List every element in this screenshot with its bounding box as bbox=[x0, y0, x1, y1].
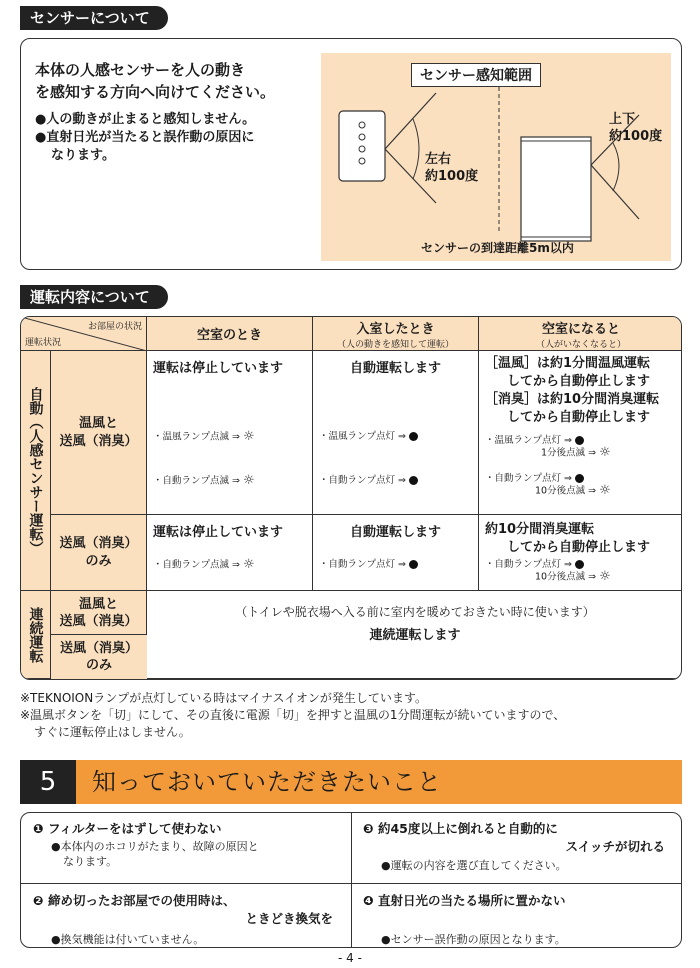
corner-cell: お部屋の状況 運転状況 bbox=[21, 317, 147, 351]
lamp-on-dot-icon bbox=[575, 474, 584, 483]
sensor-distance: センサーの到達距離5m以内 bbox=[421, 241, 574, 255]
ud-label: 上下 約100度 bbox=[609, 112, 663, 144]
auto-label-cell: 自動（人感センサー運転） bbox=[21, 351, 51, 591]
sun-blink-icon: ☼ bbox=[243, 557, 255, 572]
col-empty-header: 空室のとき bbox=[147, 317, 313, 351]
sun-blink-icon: ☼ bbox=[243, 429, 255, 444]
sensor-lead: 本体の人感センサーを人の動き を感知する方向へ向けてください。 bbox=[35, 61, 276, 101]
row3-label: 温風と 送風（消臭） bbox=[51, 591, 147, 635]
lamp-on-dot-icon bbox=[575, 560, 584, 569]
sensor-bullets: ●人の動きが止まると感知しません。 ●直射日光が当たると誤作動の原因に なります。 bbox=[35, 112, 256, 163]
section5-banner bbox=[20, 760, 682, 804]
row2-empty-cell: 運転は停止しています ・自動ランプ点滅 ⇒ ☼ bbox=[147, 515, 313, 591]
row1-enter-cell: 自動運転します ・温風ランプ点灯 ⇒ ・自動ランプ点灯 ⇒ bbox=[313, 351, 479, 515]
row2-enter-cell: 自動運転します ・自動ランプ点灯 ⇒ bbox=[313, 515, 479, 591]
sun-blink-icon: ☼ bbox=[243, 473, 255, 488]
page-number: - 4 - bbox=[338, 951, 362, 965]
operation-heading: 運転内容について bbox=[20, 285, 168, 309]
sensor-heading: センサーについて bbox=[20, 6, 168, 30]
tip-1: ❶ フィルターをはずして使わない ●本体内のホコリがたまり、故障の原因と なります。 bbox=[33, 821, 259, 868]
lamp-on-dot-icon bbox=[575, 436, 584, 445]
sensor-box bbox=[20, 38, 682, 270]
range-title: センサー感知範囲 bbox=[411, 63, 541, 87]
lr-label: 左右 約100度 bbox=[425, 152, 479, 184]
number-3-icon: ❸ bbox=[363, 821, 374, 836]
sun-blink-icon: ☼ bbox=[599, 483, 611, 498]
sun-blink-icon: ☼ bbox=[599, 445, 611, 460]
operation-table bbox=[21, 317, 682, 679]
tips-divider-h bbox=[21, 883, 682, 884]
lamp-on-dot-icon bbox=[409, 432, 418, 441]
section5-number: 5 bbox=[20, 760, 76, 804]
number-2-icon: ❷ bbox=[33, 893, 44, 908]
row1-empty-cell: 運転は停止しています ・温風ランプ点滅 ⇒ ☼ ・自動ランプ点滅 ⇒ ☼ bbox=[147, 351, 313, 515]
tip-3: ❸ 約45度以上に倒れると自動的に スイッチが切れる ●運転の内容を選び直してください。 bbox=[363, 821, 665, 872]
notes: ※TEKNOIONランプが点灯している時はマイナスイオンが発生しています。 ※温風ボタンを「切」にして、その直後に電源「切」を押すと温風の1分間運転が続いていますので、 すぐに運転停止はしません。 bbox=[20, 691, 566, 739]
row1-label: 温風と 送風（消臭） bbox=[51, 351, 147, 515]
number-4-icon: ❹ bbox=[363, 893, 374, 908]
lr-angle-arc bbox=[413, 119, 419, 179]
col-enter-header: 入室したとき （人の動きを感知して運転） bbox=[313, 317, 479, 351]
sensor-range-diagram bbox=[321, 53, 671, 261]
row4-label: 送風（消臭） のみ bbox=[51, 635, 147, 679]
col-leave-header: 空室になると （人がいなくなると） bbox=[479, 317, 682, 351]
row1-leave-cell: ［温風］は約1分間温風運転 してから自動停止します ［消臭］は約10分間消臭運転 してから自動停止します ・温風ランプ点灯 ⇒ 1分後点滅 ⇒ ☼ ・自動ランプ点灯 ⇒ 10分後点滅 ⇒ ☼ bbox=[479, 351, 682, 515]
number-1-icon: ❶ bbox=[33, 821, 44, 836]
operation-table-box bbox=[20, 316, 682, 680]
device-side-shape bbox=[521, 137, 591, 241]
ud-angle-line bbox=[591, 165, 639, 219]
row2-leave-cell: 約10分間消臭運転 してから自動停止します ・自動ランプ点灯 ⇒ 10分後点滅 ⇒ ☼ bbox=[479, 515, 682, 591]
cont-cell: （トイレや脱衣場へ入る前に室内を暖めておきたい時に使います） 連続運転します bbox=[147, 591, 682, 679]
lr-angle-line bbox=[385, 93, 436, 149]
tips-divider-v bbox=[351, 813, 352, 948]
section5-title: 知っておいていただきたいこと bbox=[92, 768, 442, 796]
ud-angle-arc bbox=[613, 143, 619, 191]
lamp-on-dot-icon bbox=[409, 476, 418, 485]
sun-blink-icon: ☼ bbox=[599, 569, 611, 584]
tips-box bbox=[20, 812, 682, 948]
cont-label-cell: 連続運転 bbox=[21, 591, 51, 679]
tip-2: ❷ 締め切ったお部屋での使用時は、 ときどき換気を ●換気機能は付いていません。 bbox=[33, 893, 333, 946]
lamp-on-dot-icon bbox=[409, 560, 418, 569]
sensor-range-panel bbox=[321, 53, 671, 261]
row2-label: 送風（消臭） のみ bbox=[51, 515, 147, 591]
tip-4: ❹ 直射日光の当たる場所に置かない ●センサー誤作動の原因となります。 bbox=[363, 893, 566, 946]
